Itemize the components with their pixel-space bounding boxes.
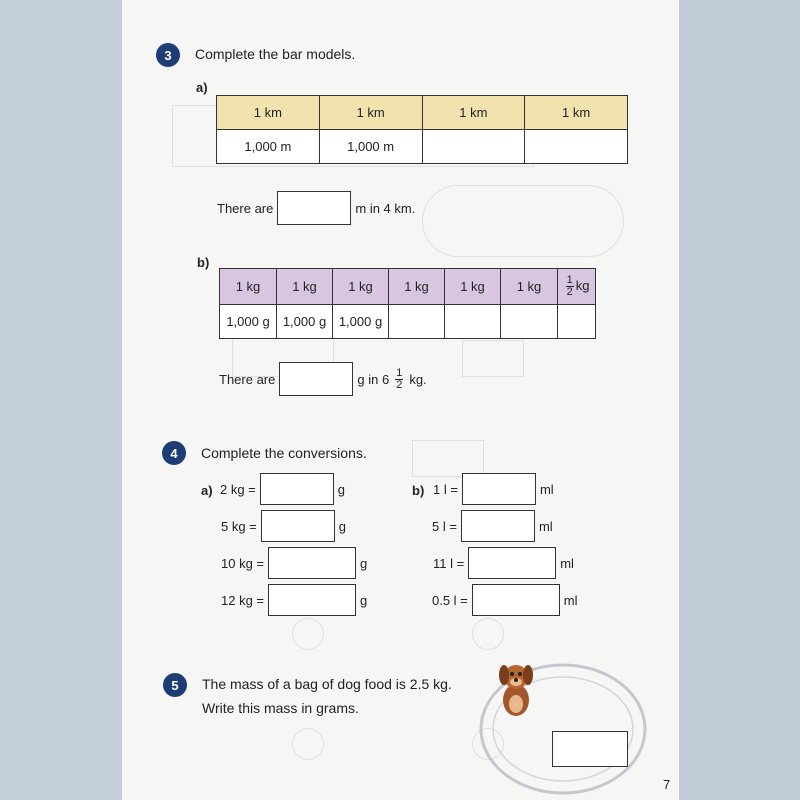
show-through-shape	[472, 618, 504, 650]
show-through-shape	[292, 728, 324, 760]
show-through-shape	[292, 618, 324, 650]
kg-cell: 1 kg	[445, 269, 501, 305]
answer-box[interactable]	[279, 362, 353, 396]
answer-box[interactable]	[277, 191, 351, 225]
kg-bar-model	[219, 268, 596, 339]
answer-box[interactable]	[472, 584, 560, 616]
km-cell: 1 km	[525, 96, 628, 130]
part-b-label: b)	[412, 483, 425, 498]
g-cell-blank[interactable]	[558, 305, 596, 339]
question-5-line1: The mass of a bag of dog food is 2.5 kg.	[202, 676, 452, 692]
km-cell: 1 km	[422, 96, 525, 130]
answer-box[interactable]	[260, 473, 334, 505]
sentence-text: g in 6	[357, 371, 390, 387]
m-cell-blank[interactable]	[525, 130, 628, 164]
answer-box[interactable]	[268, 547, 356, 579]
km-cell: 1 km	[319, 96, 422, 130]
question-3-badge: 3	[156, 43, 180, 67]
kg-cell: 1 kg	[277, 269, 333, 305]
question-5-line2: Write this mass in grams.	[202, 700, 359, 716]
part-a-label: a)	[196, 80, 208, 95]
m-cell: 1,000 m	[319, 130, 422, 164]
q5-answer-box[interactable]	[552, 731, 628, 767]
km-cell: 1 km	[217, 96, 320, 130]
conversion-row: 12 kg = g	[221, 584, 367, 616]
answer-box[interactable]	[462, 473, 536, 505]
answer-box[interactable]	[468, 547, 556, 579]
answer-box[interactable]	[461, 510, 535, 542]
kg-cell: 1 kg	[220, 269, 277, 305]
g-cell-blank[interactable]	[389, 305, 445, 339]
page-number: 7	[663, 777, 671, 792]
half-fraction: $\frac{1}{2}$	[566, 274, 573, 298]
part-b-sentence	[219, 362, 427, 396]
mixed-fraction: $\frac{1}{2}$	[396, 366, 403, 391]
part-a-label: a)	[201, 483, 213, 498]
g-cell: 1,000 g	[277, 305, 333, 339]
part-a-sentence	[217, 191, 415, 225]
km-bar-model	[216, 95, 628, 164]
conversion-row: 0.5 l = ml	[432, 584, 578, 616]
show-through-shape	[422, 185, 624, 257]
sentence-text: There are	[219, 371, 276, 387]
answer-box[interactable]	[268, 584, 356, 616]
g-cell-blank[interactable]	[445, 305, 501, 339]
conversion-row: 5 kg = g	[221, 510, 346, 542]
part-b-label: b)	[197, 255, 210, 270]
sentence-text: There are	[217, 200, 274, 216]
conversion-row: 2 kg = g	[220, 473, 345, 505]
g-cell: 1,000 g	[220, 305, 277, 339]
sentence-text: m in 4 km.	[355, 200, 416, 216]
answer-box[interactable]	[261, 510, 335, 542]
conversion-row: 5 l = ml	[432, 510, 553, 542]
question-4-badge: 4	[162, 441, 186, 465]
conversion-row: 10 kg = g	[221, 547, 367, 579]
m-cell: 1,000 m	[217, 130, 320, 164]
g-cell-blank[interactable]	[501, 305, 558, 339]
m-cell-blank[interactable]	[422, 130, 525, 164]
sentence-text: kg.	[409, 371, 427, 387]
question-4-prompt: Complete the conversions.	[201, 445, 367, 461]
left-margin	[0, 0, 122, 800]
dog-mascot-icon	[494, 660, 540, 720]
g-cell: 1,000 g	[333, 305, 389, 339]
question-5-badge: 5	[163, 673, 187, 697]
show-through-shape	[412, 440, 484, 477]
conversion-row: 11 l = ml	[433, 547, 574, 579]
conversion-row: 1 l = ml	[433, 473, 554, 505]
half-kg-cell: $\frac{1}{2}$ kg	[558, 269, 596, 305]
kg-cell: 1 kg	[333, 269, 389, 305]
show-through-shape	[462, 340, 524, 377]
kg-cell: 1 kg	[501, 269, 558, 305]
kg-cell: 1 kg	[389, 269, 445, 305]
question-3-prompt: Complete the bar models.	[195, 46, 356, 62]
right-margin	[679, 0, 800, 800]
